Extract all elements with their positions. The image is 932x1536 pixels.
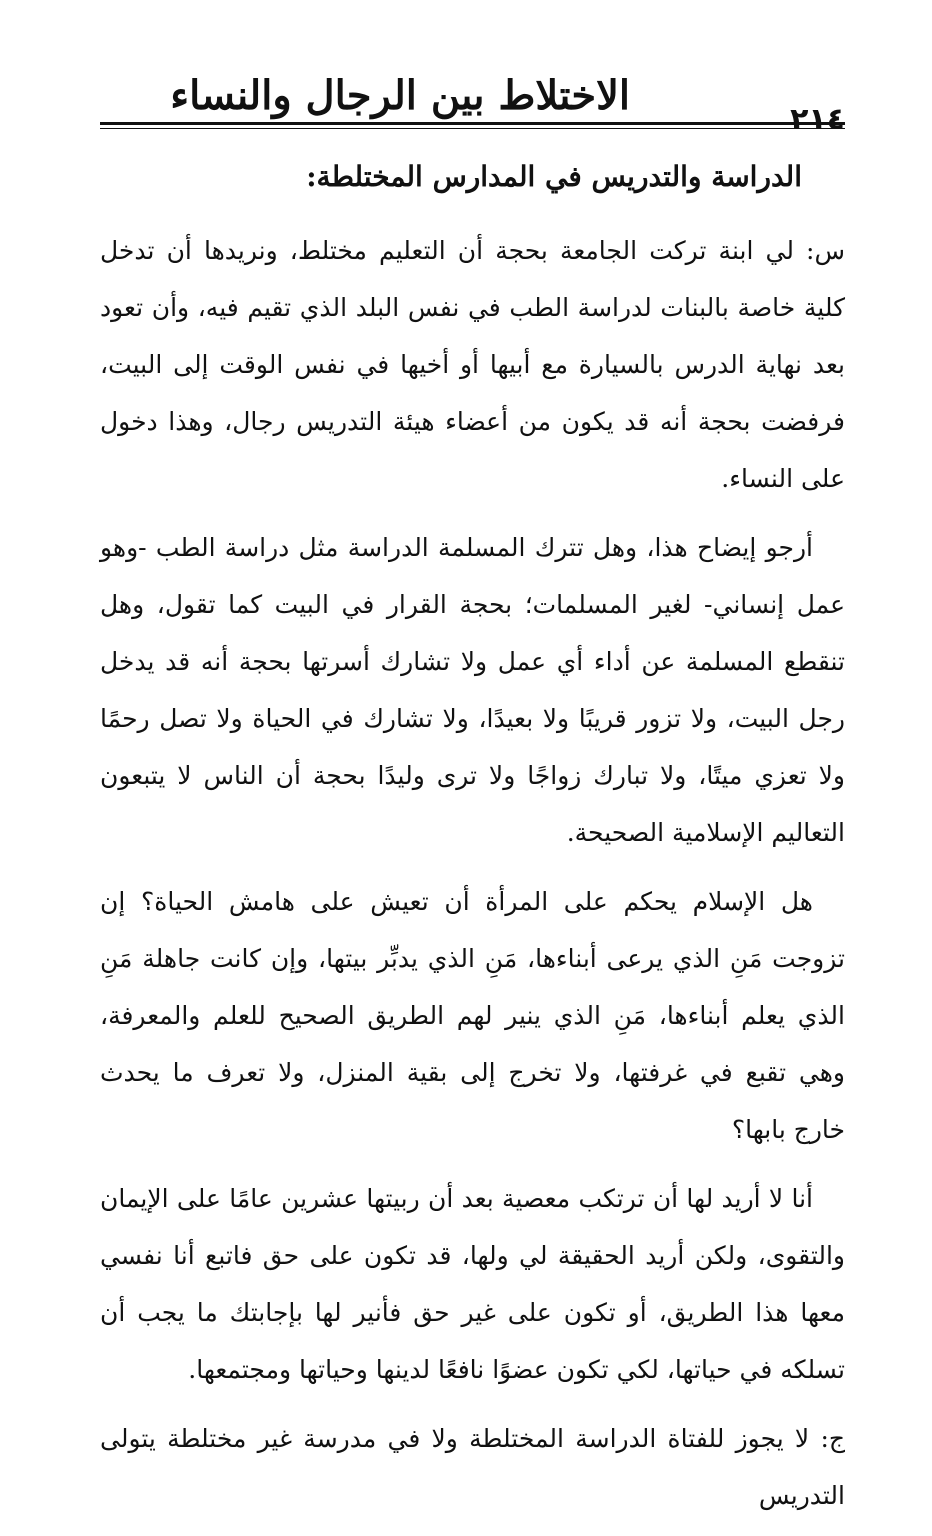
answer-paragraph: ج: لا يجوز للفتاة الدراسة المختلطة ولا في مدرسة غير مختلطة يتولى التدريس [100, 1424, 845, 1510]
question-paragraph: س: لي ابنة تركت الجامعة بحجة أن التعليم مختلط، ونريدها أن تدخل كلية خاصة بالبنات لدراسة الطب في نفس البلد الذي تقيم فيه، وأن تعود بعد نهاية الدرس بالسيارة مع أبيها أو أخيها في نفس الوقت إلى البيت، فرفضت بحجة أنه قد يكون من أعضاء هيئة التدريس رجال، وهذا دخول على النساء. [100, 236, 845, 493]
section-heading: الدراسة والتدريس في المدارس المختلطة: [306, 160, 802, 193]
header-rule-thin [100, 128, 845, 129]
body-paragraph: أرجو إيضاح هذا، وهل تترك المسلمة الدراسة مثل دراسة الطب -وهو عمل إنساني- لغير المسلمات؛ بحجة القرار في البيت كما تقول، وهل تنقطع المسلمة عن أداء أي عمل ولا تشارك أسرتها بحجة أنه قد يدخل رجل البيت، ولا تزور قريبًا ولا بعيدًا، ولا تشارك في الحياة ولا تصل رحمًا ولا تعزي ميتًا، ولا تبارك زواجًا ولا ترى وليدًا بحجة أن الناس لا يتبعون التعاليم الإسلامية الصحيحة. [100, 533, 845, 847]
page-number: ٢١٤ [790, 102, 845, 137]
body-paragraph: أنا لا أريد لها أن ترتكب معصية بعد أن ربيتها عشرين عامًا على الإيمان والتقوى، ولكن أريد الحقيقة لي ولها، قد تكون على حق فاتبع أنا نفسي معها هذا الطريق، أو تكون على غير حق فأنير لها بإجابتك ما يجب أن تسلكه في حياتها، لكي تكون عضوًا نافعًا لدينها وحياتها ومجتمعها. [100, 1184, 845, 1384]
running-header [100, 60, 845, 140]
running-title: الاختلاط بين الرجال والنساء [170, 72, 630, 119]
header-rule [100, 122, 845, 125]
body-paragraph: هل الإسلام يحكم على المرأة أن تعيش على هامش الحياة؟ إن تزوجت مَنِ الذي يرعى أبناءها، مَنِ الذي يدبِّر بيتها، وإن كانت جاهلة مَنِ الذي يعلم أبناءها، مَنِ الذي ينير لهم الطريق الصحيح للعلم والمعرفة، وهي تقبع في غرفتها، ولا تخرج إلى بقية المنزل، ولا تعرف ما يحدث خارج بابها؟ [100, 887, 845, 1144]
body-text [100, 222, 845, 1536]
